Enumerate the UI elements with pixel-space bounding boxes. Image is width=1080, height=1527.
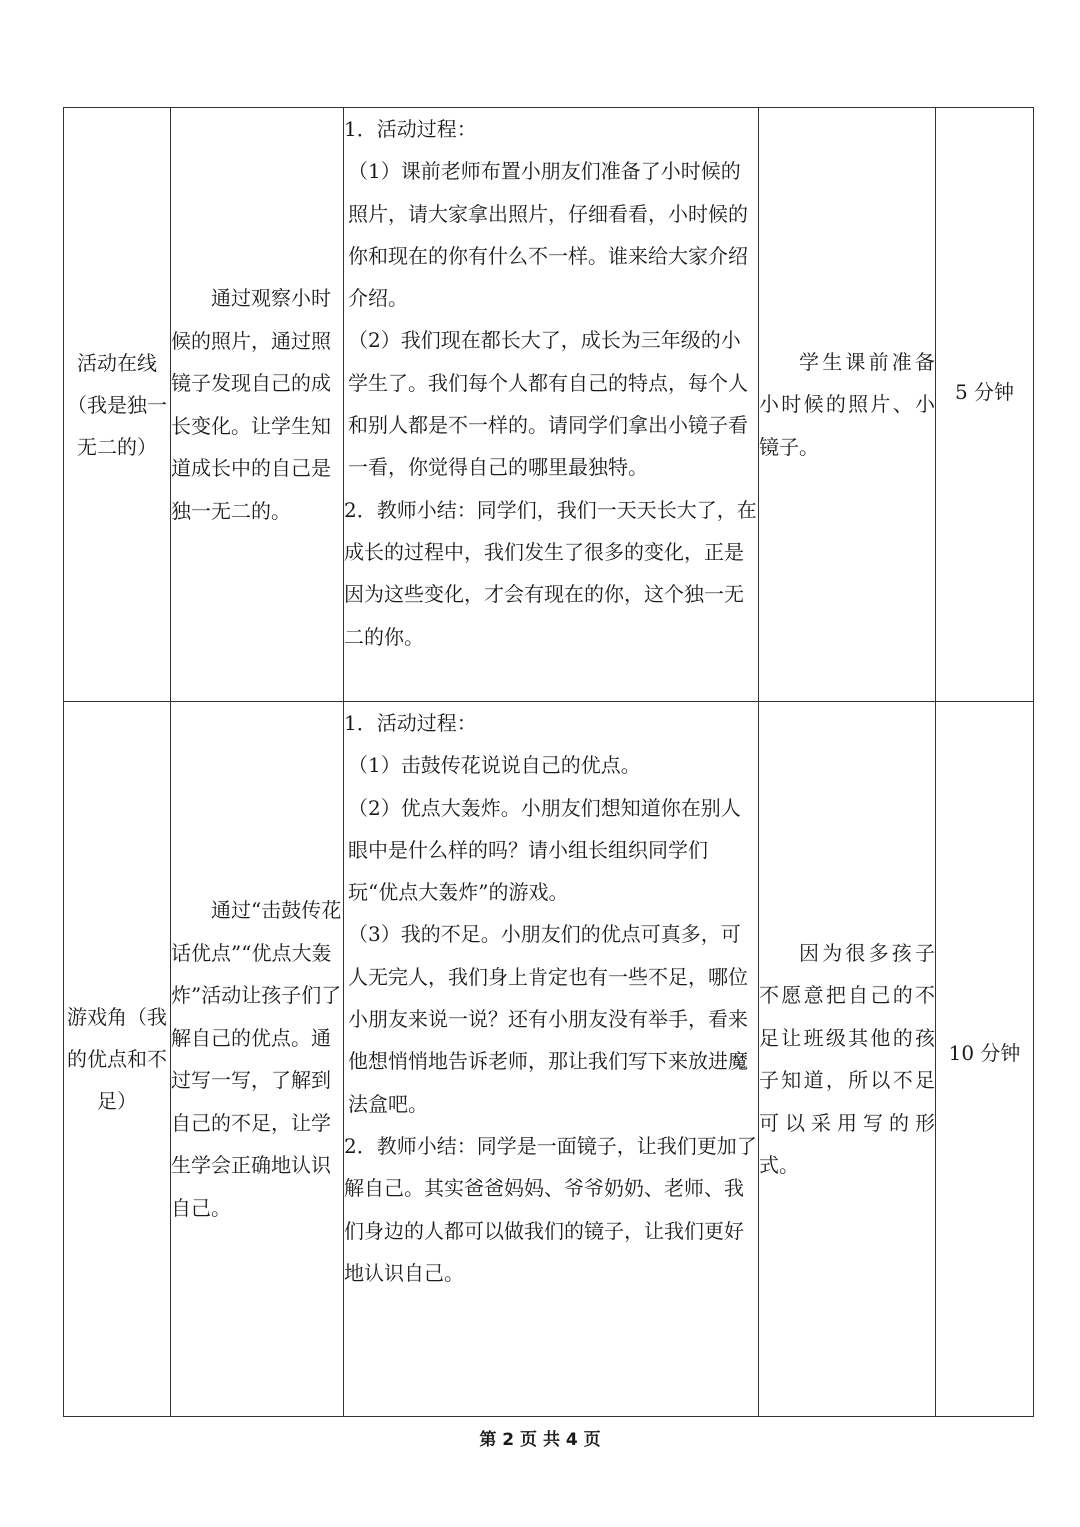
process-step: 1．活动过程： <box>344 711 477 735</box>
activity-time-cell <box>936 702 1034 1417</box>
activity-process-cell <box>344 108 759 702</box>
activity-note-cell <box>759 108 936 702</box>
process-step: （1）击鼓传花说说自己的优点。 <box>348 753 641 778</box>
process-step: （1）课前老师布置小朋友们准备了小时候的照片，请大家拿出照片，仔细看看，小时候的你和现在的你有什么不一样。谁来给大家介绍介绍。 <box>348 159 748 311</box>
process-step: （2）我们现在都长大了，成长为三年级的小学生了。我们每个人都有自己的特点，每个人和别人都是不一样的。请同学们拿出小镜子看一看，你觉得自己的哪里最独特。 <box>348 328 748 480</box>
activity-goal: 通过“击鼓传花话优点”“优点大轰炸”活动让孩子们了解自己的优点。通过写一写，了解到自己的不足，让学生学会正确地认识自己。 <box>171 898 342 1220</box>
activity-process-cell <box>344 702 759 1417</box>
activity-time: 10 分钟 <box>948 1040 1021 1065</box>
activity-time-cell <box>936 108 1034 702</box>
activity-name-cell: 活动在线（我是独一无二的） <box>64 108 171 702</box>
process-step: （2）优点大轰炸。小朋友们想知道你在别人眼中是什么样的吗？请小组长组织同学们玩“优点大轰炸”的游戏。 <box>348 795 741 905</box>
table-row <box>64 702 1034 1417</box>
process-step: 1．活动过程： <box>344 117 477 141</box>
activity-note: 学生课前准备小时候的照片、小镜子。 <box>759 349 935 459</box>
process-summary: 2．教师小结：同学们，我们一天天长大了，在成长的过程中，我们发生了很多的变化，正是因为这些变化，才会有现在的你，这个独一无二的你。 <box>344 497 757 649</box>
activity-goal-cell <box>171 702 344 1417</box>
table-row <box>64 108 1034 702</box>
activity-goal-cell <box>171 108 344 702</box>
process-step: （3）我的不足。小朋友们的优点可真多，可人无完人，我们身上肯定也有一些不足，哪位小朋友来说一说？还有小朋友没有举手，看来他想悄悄地告诉老师，那让我们写下来放进魔法盒吧。 <box>348 922 748 1116</box>
activity-goal: 通过观察小时候的照片，通过照镜子发现自己的成长变化。让学生知道成长中的自己是独一无二的。 <box>171 286 331 523</box>
page-footer: 第 2 页 共 4 页 <box>479 1430 601 1450</box>
activity-name-cell: 游戏角（我的优点和不足） <box>64 702 171 1417</box>
activity-time: 5 分钟 <box>954 380 1015 404</box>
activity-note-cell <box>759 702 936 1417</box>
process-summary: 2．教师小结：同学是一面镜子，让我们更加了解自己。其实爸爸妈妈、爷爷奶奶、老师、我们身边的人都可以做我们的镜子，让我们更好地认识自己。 <box>344 1133 757 1285</box>
lesson-plan-table <box>63 107 1034 1417</box>
activity-note: 因为很多孩子不愿意把自己的不足让班级其他的孩子知道，所以不足可以采用写的形式。 <box>759 940 935 1177</box>
